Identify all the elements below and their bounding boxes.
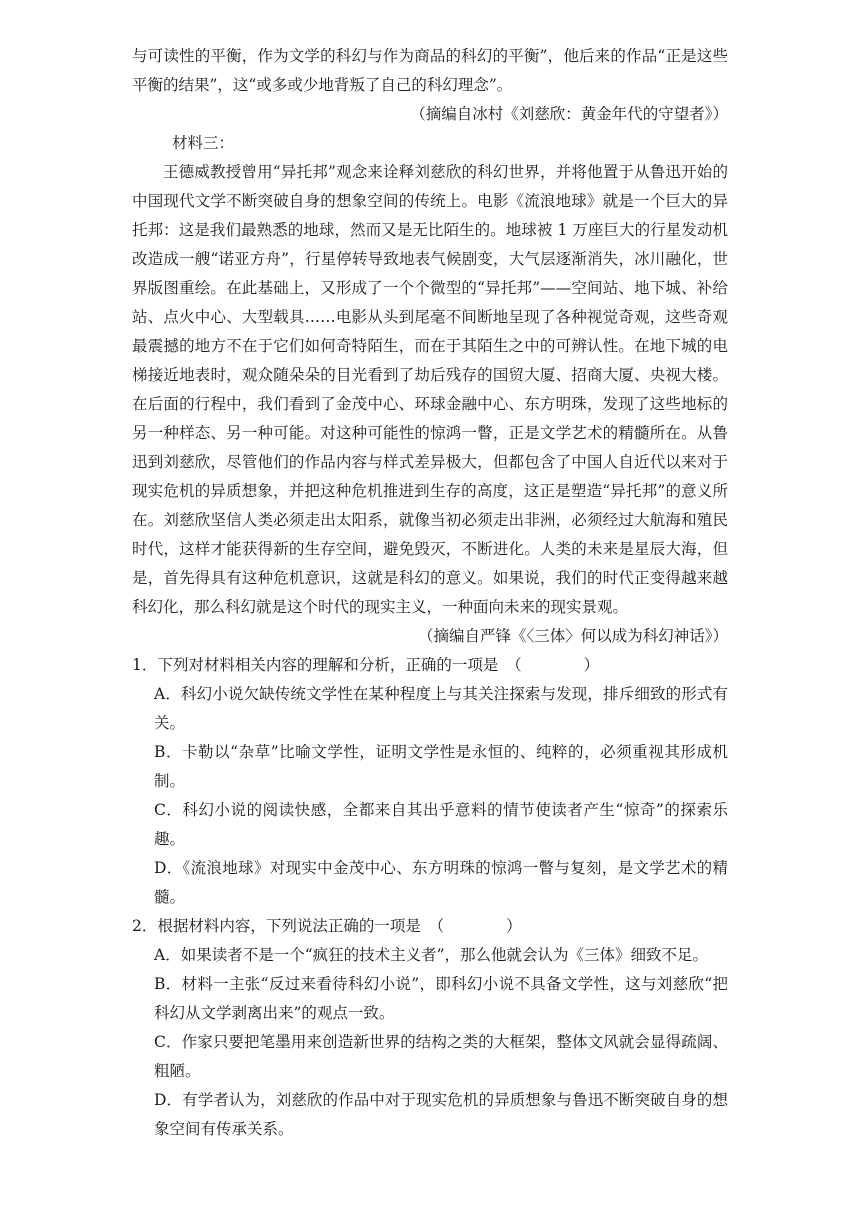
content-column — [132, 42, 728, 1144]
question-2-stem: 2．根据材料内容，下列说法正确的一项是 （ ） — [132, 917, 522, 935]
question-2-option-c[interactable]: C．作家只要把笔墨用来创造新世界的结构之类的大框架，整体文风就会显得疏阔、粗陋。 — [154, 1033, 728, 1080]
intro-paragraph: 与可读性的平衡，作为文学的科幻与作为商品的科幻的平衡”，他后来的作品“正是这些平衡的结果”，这“或多或少地背叛了自己的科幻理念”。 — [132, 47, 728, 94]
question-1-option-a[interactable]: A．科幻小说欠缺传统文学性在某种程度上与其关注探索与发现，排斥细致的形式有关。 — [154, 685, 728, 732]
question-1-option-c[interactable]: C．科幻小说的阅读快感，全都来自其出乎意料的情节使读者产生“惊奇”的探索乐趣。 — [154, 801, 728, 848]
source-citation-1: （摘编自冰村《刘慈欣：黄金年代的守望者》） — [410, 105, 728, 123]
question-2 — [132, 912, 728, 1144]
question-1-option-d[interactable]: D．《流浪地球》对现实中金茂中心、东方明珠的惊鸿一瞥与复刻，是文学艺术的精髓。 — [154, 859, 728, 906]
question-2-option-a[interactable]: A．如果读者不是一个“疯狂的技术主义者”，那么他就会认为《三体》细致不足。 — [154, 946, 709, 964]
question-1-option-b[interactable]: B．卡勒以“杂草”比喻文学性，证明文学性是永恒的、纯粹的，必须重视其形成机制。 — [154, 743, 728, 790]
question-2-option-b[interactable]: B．材料一主张“反过来看待科幻小说”，即科幻小说不具备文学性，这与刘慈欣“把科幻从文学剥离出来”的观点一致。 — [154, 975, 728, 1022]
question-1-stem: 1．下列对材料相关内容的理解和分析，正确的一项是 （ ） — [132, 656, 600, 674]
question-1 — [132, 651, 728, 912]
question-2-option-d[interactable]: D．有学者认为，刘慈欣的作品中对于现实危机的异质想象与鲁迅不断突破自身的想象空间有传承关系。 — [154, 1091, 728, 1138]
source-citation-3: （摘编自严锋《〈三体〉何以成为科幻神话》） — [417, 627, 728, 645]
material3-label: 材料三： — [172, 134, 235, 152]
material3-paragraph: 王德威教授曾用“异托邦”观念来诠释刘慈欣的科幻世界，并将他置于从鲁迅开始的中国现代文学不断突破自身的想象空间的传统上。电影《流浪地球》就是一个巨大的异托邦：这是我们最熟悉的地球，然而又是无比陌生的。地球被 1 万座巨大的行星发动机改造成一艘“诺亚方舟”，行星停转导致地表气候剧变，大气层逐渐消失，冰川融化，世界版图重绘。在此基础上，又形成了一个个微型的“异托邦”——空间站、地下城、补给站、点火中心、大型载具……电影从头到尾毫不间断地呈现了各种视觉奇观，这些奇观最震撼的地方不在于它们如何奇特陌生，而在于其陌生之中的可辨认性。在地下城的电梯接近地表时，观众随朵朵的目光看到了劫后残存的国贸大厦、招商大厦、央视大楼。在后面的行程中，我们看到了金茂中心、环球金融中心、东方明珠，发现了这些地标的另一种样态、另一种可能。对这种可能性的惊鸿一瞥，正是文学艺术的精髓所在。从鲁迅到刘慈欣，尽管他们的作品内容与样式差异极大，但都包含了中国人自近代以来对于现实危机的异质想象，并把这种危机推进到生存的高度，这正是塑造“异托邦”的意义所在。刘慈欣坚信人类必须走出太阳系，就像当初必须走出非洲，必须经过大航海和殖民时代，这样才能获得新的生存空间，避免毁灭，不断进化。人类的未来是星辰大海，但是，首先得具有这种危机意识，这就是科幻的意义。如果说，我们的时代正变得越来越科幻化，那么科幻就是这个时代的现实主义，一种面向未来的现实景观。 — [132, 163, 728, 616]
